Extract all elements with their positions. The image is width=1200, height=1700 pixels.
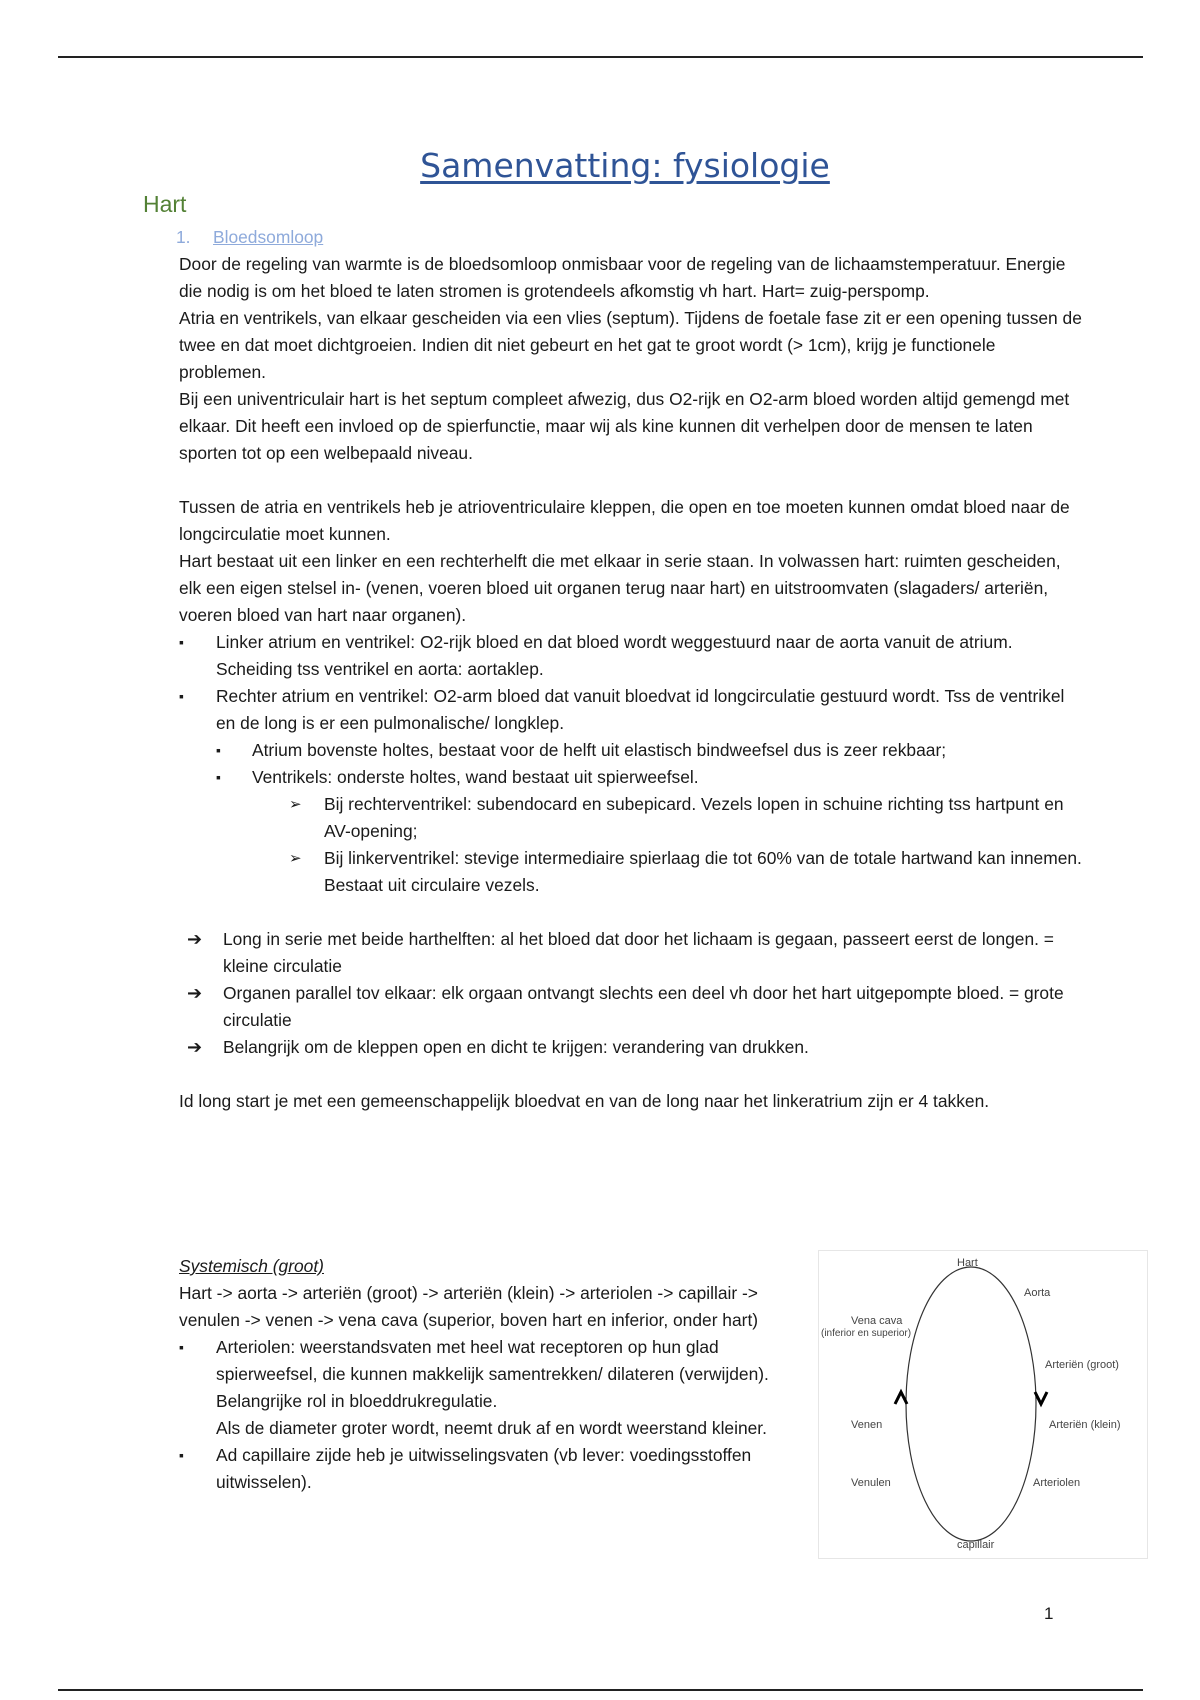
subsection-heading [176, 224, 1084, 251]
diagram-label-capillair: capillair [957, 1539, 995, 1551]
diagram-label-venulen: Venulen [851, 1477, 891, 1489]
diagram-label-vena-cava-sub: (inferior en superior) [821, 1328, 912, 1339]
list-item: ➔ Long in serie met beide harthelften: al het bloed dat door het lichaam is gegaan, passeert eerst de longen. = kleine circulatie [179, 926, 1084, 980]
list-item: ▪ Linker atrium en ventrikel: O2-rijk bloed en dat bloed wordt weggestuurd naar de aorta vanuit de atrium. Scheiding tss ventrikel en aorta: aortaklep. [179, 629, 1084, 683]
arrow-list [179, 791, 1084, 899]
page-number: 1 [1044, 1604, 1054, 1623]
list-item: ▪ Ventrikels: onderste holtes, wand bestaat uit spierweefsel. [179, 764, 1084, 791]
bullet-list [179, 629, 1084, 737]
diagram-label-arteriolen: Arteriolen [1033, 1477, 1081, 1489]
paragraph: Id long start je met een gemeenschappelijk bloedvat en van de long naar het linkeratrium zijn er 4 takken. [179, 1091, 990, 1111]
list-item-text: Als de diameter groter wordt, neemt druk af en wordt weerstand kleiner. [216, 1418, 767, 1438]
arrow-up-icon [895, 1392, 907, 1404]
subsection-label: Bloedsomloop [213, 227, 324, 247]
diagram-label-arterien-klein: Arteriën (klein) [1049, 1419, 1121, 1431]
paragraph: Door de regeling van warmte is de bloedsomloop onmisbaar voor de regeling van de lichaamstemperatuur. Energie die nodig is om het bloed te laten stromen is grotendeels afkomstig vh hart. Hart= zuig-perspomp. [179, 254, 1066, 301]
paragraph: Hart -> aorta -> arteriën (groot) -> arteriën (klein) -> arteriolen -> capillair -> venulen -> venen -> vena cava (superior, boven hart en inferior, onder hart) [179, 1283, 759, 1330]
list-item-text: Arteriolen: weerstandsvaten met heel wat receptoren op hun glad spierweefsel, die kunnen makkelijk samentrekken/ dilateren (verwijden). Belangrijke rol in bloeddrukregulatie. [216, 1337, 769, 1411]
paragraph: Bij een univentriculair hart is het septum compleet afwezig, dus O2-rijk en O2-arm bloed worden altijd gemengd met elkaar. Dit heeft een invloed op de spierfunctie, maar wij als kine kunnen dit verhelpen door de mensen te laten sporten tot op een welbepaald niveau. [179, 389, 1070, 463]
paragraph: Tussen de atria en ventrikels heb je atrioventriculaire kleppen, die open en toe moeten kunnen omdat bloed naar de longcirculatie moet kunnen. [179, 497, 1070, 544]
systemic-heading: Systemisch (groot) [179, 1256, 324, 1276]
diagram-label-hart: Hart [957, 1257, 978, 1269]
bold-arrow-list [179, 926, 1084, 1061]
diagram-label-aorta: Aorta [1024, 1287, 1051, 1299]
page-title: Samenvatting: fysiologie [420, 146, 830, 185]
list-item: ➔ Belangrijk om de kleppen open en dicht te krijgen: verandering van drukken. [179, 1034, 1084, 1061]
paragraph: Atria en ventrikels, van elkaar gescheiden via een vlies (septum). Tijdens de foetale fase zit er een opening tussen de twee en dat moet dichtgroeien. Indien dit niet gebeurt en het gat te groot wordt (> 1cm), krijg je functionele problemen. [179, 308, 1082, 382]
arrow-down-icon [1035, 1392, 1047, 1404]
sub-bullet-list [179, 737, 1084, 791]
list-item: ➢ Bij rechterventrikel: subendocard en subepicard. Vezels lopen in schuine richting tss hartpunt en AV-opening; [179, 791, 1084, 845]
bullet-list [179, 1334, 804, 1496]
bottom-rule [58, 1689, 1143, 1691]
list-item: ▪ Ad capillaire zijde heb je uitwisselingsvaten (vb lever: voedingsstoffen uitwisselen). [179, 1442, 804, 1496]
circulation-diagram [818, 1250, 1148, 1559]
list-item: ➢ Bij linkerventrikel: stevige intermediaire spierlaag die tot 60% van de totale hartwand kan innemen. Bestaat uit circulaire vezels. [179, 845, 1084, 899]
circulation-loop [819, 1251, 1147, 1558]
main-content [176, 224, 1084, 1115]
list-item [179, 1334, 804, 1442]
top-rule [58, 56, 1143, 58]
diagram-label-vena-cava: Vena cava [851, 1315, 903, 1327]
list-item: ➔ Organen parallel tov elkaar: elk orgaan ontvangt slechts een deel vh door het hart uitgepompte bloed. = grote circulatie [179, 980, 1084, 1034]
list-item: ▪ Rechter atrium en ventrikel: O2-arm bloed dat vanuit bloedvat id longcirculatie gestuurd wordt. Tss de ventrikel en de long is er een pulmonalische/ longklep. [179, 683, 1084, 737]
subsection-number: 1. [176, 227, 191, 247]
list-item: ▪ Atrium bovenste holtes, bestaat voor de helft uit elastisch bindweefsel dus is zeer rekbaar; [179, 737, 1084, 764]
section-heading-hart: Hart [143, 191, 187, 217]
systemic-section [179, 1253, 804, 1496]
diagram-label-arterien-groot: Arteriën (groot) [1045, 1359, 1119, 1371]
diagram-label-venen: Venen [851, 1419, 883, 1431]
paragraph: Hart bestaat uit een linker en een rechterhelft die met elkaar in serie staan. In volwassen hart: ruimten gescheiden, elk een eigen stelsel in- (venen, voeren bloed uit organen terug naar hart) en uitstroomvaten (slagaders/ arteriën, voeren bloed van hart naar organen). [179, 551, 1061, 625]
